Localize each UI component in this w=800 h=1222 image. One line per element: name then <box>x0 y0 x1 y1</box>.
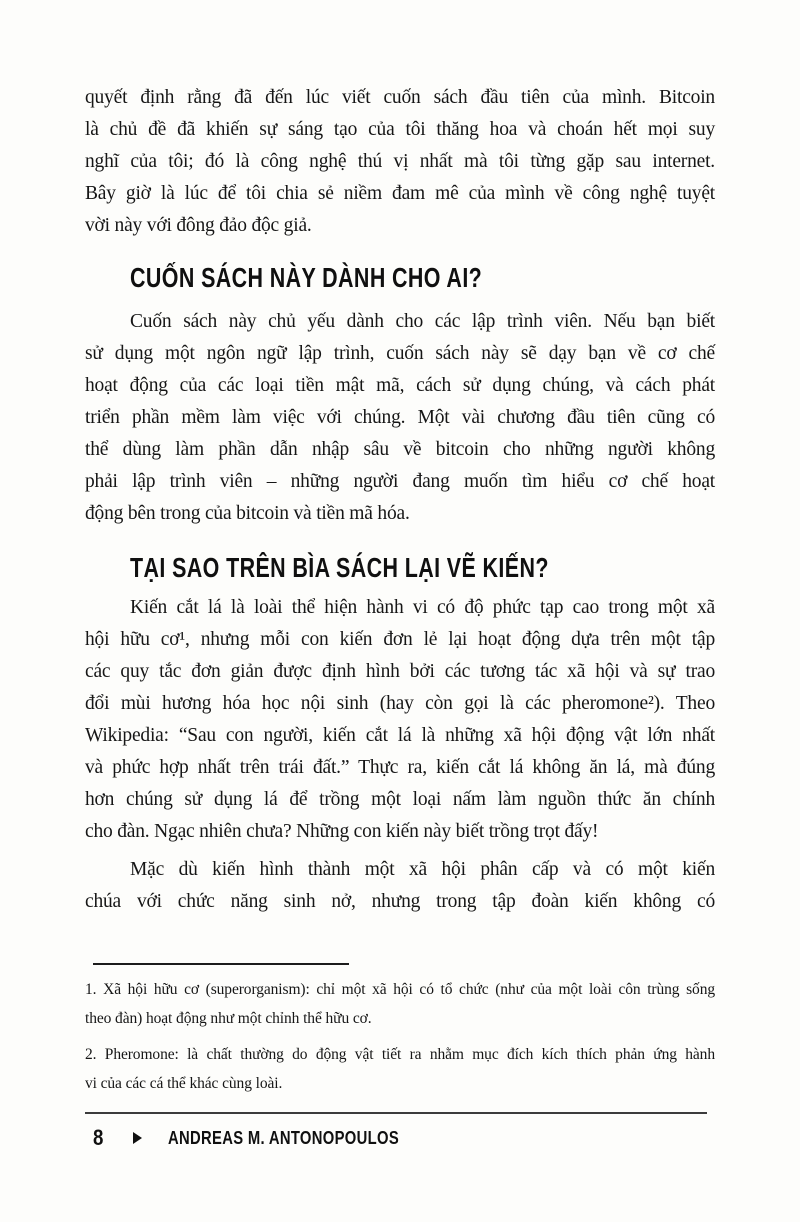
text-line: hơn chúng sử dụng lá để trồng một loại nấm làm nguồn thức ăn chính <box>85 789 715 810</box>
text-line: động bên trong của bitcoin và tiền mã hóa. <box>85 503 410 524</box>
footnote-line: 1. Xã hội hữu cơ (superorganism): chỉ một xã hội có tổ chức (như của một loài côn trùng sống <box>85 981 715 998</box>
text-line: Kiến cắt lá là loài thể hiện hành vi có độ phức tạp cao trong một xã <box>130 597 715 618</box>
footnote-line: vi của các cá thể khác cùng loài. <box>85 1075 283 1092</box>
footnote-1 <box>85 975 715 1033</box>
author-name: ANDREAS M. ANTONOPOULOS <box>168 1127 400 1148</box>
text-line: các quy tắc đơn giản được định hình bởi các tương tác xã hội và sự trao <box>85 661 715 682</box>
text-line: hoạt động của các loại tiền mật mã, cách sử dụng chúng, và cách phát <box>85 375 715 396</box>
text-line: và phức hợp nhất trên trái đất.” Thực ra, kiến cắt lá không ăn lá, mà đúng <box>85 757 715 778</box>
footnote-line: theo đàn) hoạt động như một chỉnh thể hữu cơ. <box>85 1010 372 1027</box>
section-heading-who-is-this-book-for <box>85 260 760 296</box>
text-line: là chủ đề đã khiến sự sáng tạo của tôi thăng hoa và choán hết mọi suy <box>85 119 715 140</box>
text-line: quyết định rằng đã đến lúc viết cuốn sách đầu tiên của mình. Bitcoin <box>85 87 715 108</box>
text-line: Wikipedia: “Sau con người, kiến cắt lá là những xã hội động vật lớn nhất <box>85 725 715 746</box>
text-line: phải lập trình viên – những người đang muốn tìm hiểu cơ chế hoạt <box>85 471 715 492</box>
paragraph-audience <box>85 306 715 530</box>
footer-divider <box>85 1112 707 1114</box>
footnote-line: 2. Pheromone: là chất thường do động vật tiết ra nhằm mục đích kích thích phản ứng hành <box>85 1046 715 1063</box>
text-line: chúa với chức năng sinh nở, nhưng trong tập đoàn kiến không có <box>85 891 715 912</box>
text-line: Cuốn sách này chủ yếu dành cho các lập trình viên. Nếu bạn biết <box>130 311 715 332</box>
footnote-divider <box>93 963 349 965</box>
text-line: vời này với đông đảo độc giả. <box>85 215 312 236</box>
triangle-bullet-icon <box>133 1132 142 1144</box>
paragraph-intro <box>85 82 715 242</box>
text-line: cho đàn. Ngạc nhiên chưa? Những con kiến này biết trồng trọt đấy! <box>85 821 599 842</box>
page-number: 8 <box>93 1125 104 1150</box>
page-footer <box>93 1122 457 1154</box>
text-line: nghĩ của tôi; đó là công nghệ thú vị nhất mà tôi từng gặp sau internet. <box>85 151 715 172</box>
section-heading-why-ants-on-cover <box>85 550 760 586</box>
paragraph-ant-society <box>85 854 715 918</box>
text-line-with-footnote-ref-1: hội hữu cơ¹, nhưng mỗi con kiến đơn lẻ lại hoạt động dựa trên một tập <box>85 629 715 650</box>
heading-text: TẠI SAO TRÊN BÌA SÁCH LẠI VẼ KIẾN? <box>130 552 549 583</box>
text-line: sử dụng một ngôn ngữ lập trình, cuốn sách này sẽ dạy bạn về cơ chế <box>85 343 715 364</box>
text-line: Mặc dù kiến hình thành một xã hội phân cấp và có một kiến <box>130 859 715 880</box>
text-line: thể dùng làm phần dẫn nhập sâu về bitcoin cho những người không <box>85 439 715 460</box>
text-line-with-footnote-ref-2: đổi mùi hương hóa học nội sinh (hay còn gọi là các pheromone²). Theo <box>85 693 715 714</box>
paragraph-leafcutter-ants <box>85 592 715 848</box>
footnote-2 <box>85 1040 715 1098</box>
text-line: triển phần mềm làm việc với chúng. Một vài chương đầu tiên cũng có <box>85 407 715 428</box>
text-line: Bây giờ là lúc để tôi chia sẻ niềm đam mê của mình về công nghệ tuyệt <box>85 183 715 204</box>
heading-text: CUỐN SÁCH NÀY DÀNH CHO AI? <box>130 262 483 293</box>
